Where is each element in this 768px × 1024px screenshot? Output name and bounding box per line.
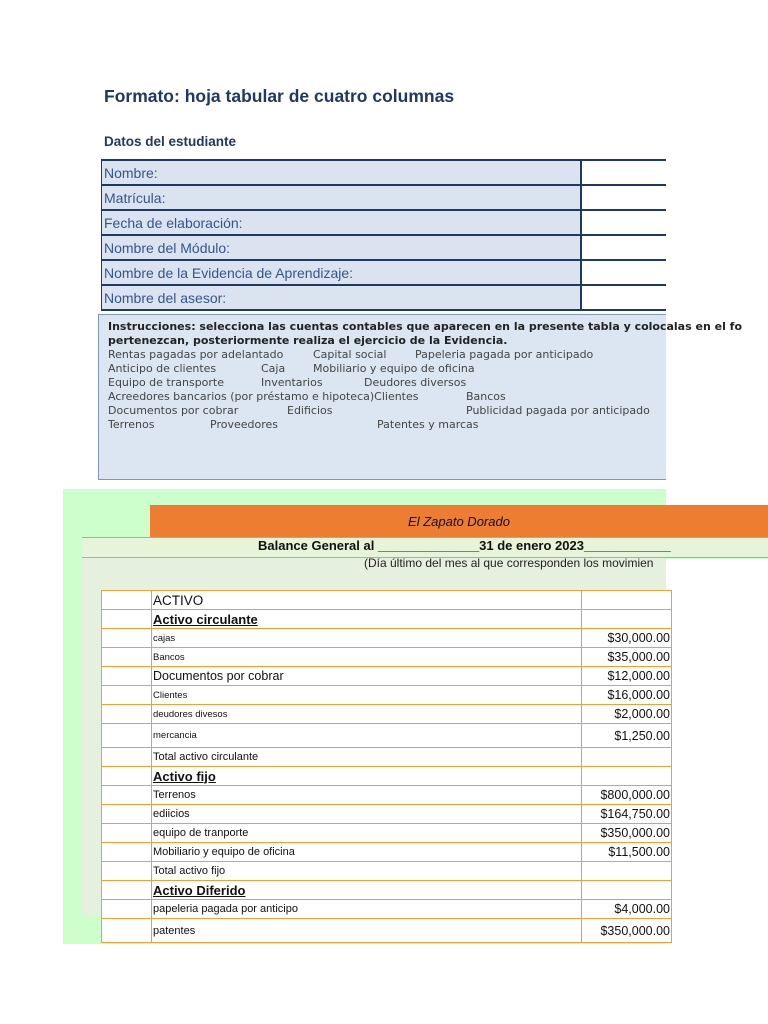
account-equipo: Equipo de transporte [108,376,225,389]
account-deudores: Deudores diversos [364,376,467,389]
table-row [102,767,672,786]
row-spacer [102,591,152,610]
row-label: mercancia [152,724,582,748]
account-patentes: Patentes y marcas [377,418,479,431]
row-amount[interactable]: $1,250.00 [582,724,672,748]
table-row [102,843,672,862]
student-row-id [101,186,666,211]
row-label: ediicios [152,805,582,824]
student-value-evidence[interactable] [582,261,666,284]
student-value-advisor[interactable] [582,286,666,309]
row-amount[interactable]: $11,500.00 [582,843,672,862]
row-spacer [102,767,152,786]
row-amount[interactable]: $16,000.00 [582,686,672,705]
row-spacer [102,629,152,648]
row-label: papeleria pagada por anticipo [152,900,582,919]
row-label: patentes [152,919,582,943]
instructions-box [98,314,743,480]
table-row [102,805,672,824]
row-label: Clientes [152,686,582,705]
account-publicidad: Publicidad pagada por anticipado [466,404,650,417]
page-title: Formato: hoja tabular de cuatro columnas [104,86,455,106]
row-label: Bancos [152,648,582,667]
table-row [102,900,672,919]
student-value-name[interactable] [582,161,666,184]
table-row [102,686,672,705]
account-rentas: Rentas pagadas por adelantado [108,348,284,361]
row-spacer [102,686,152,705]
table-row [102,748,672,767]
section-activo-circulante: Activo circulante [152,610,582,629]
section-activo-fijo: Activo fijo [152,767,582,786]
table-row [102,705,672,724]
row-label: cajas [152,629,582,648]
student-label-evidence: Nombre de la Evidencia de Aprendizaje: [101,261,582,284]
account-proveedores: Proveedores [210,418,278,431]
row-spacer [102,786,152,805]
account-capital: Capital social [313,348,387,361]
table-row [102,862,672,881]
row-amount[interactable] [582,748,672,767]
row-label: Terrenos [152,786,582,805]
student-data-table [101,159,666,311]
table-row [102,881,672,900]
row-spacer [102,705,152,724]
student-row-evidence [101,261,666,286]
row-spacer [102,648,152,667]
table-row [102,919,672,943]
student-row-name [101,161,666,186]
row-amount[interactable]: $164,750.00 [582,805,672,824]
student-row-advisor [101,286,666,311]
statement-title: Balance General al ______________31 de enero 2023____________ [258,538,671,553]
table-row [102,648,672,667]
row-label: deudores divesos [152,705,582,724]
account-terrenos: Terrenos [108,418,155,431]
student-label-advisor: Nombre del asesor: [101,286,582,309]
table-row [102,667,672,686]
row-label: equipo de tranporte [152,824,582,843]
account-inventarios: Inventarios [261,376,323,389]
row-label-activo: ACTIVO [152,591,582,610]
account-edificios: Edificios [287,404,333,417]
row-spacer [102,919,152,943]
student-value-id[interactable] [582,186,666,209]
table-row [102,824,672,843]
account-documentos: Documentos por cobrar [108,404,239,417]
row-spacer [102,667,152,686]
row-spacer [102,900,152,919]
row-amount[interactable] [582,767,672,786]
row-spacer [102,843,152,862]
student-data-heading: Datos del estudiante [104,134,237,149]
row-amount[interactable]: $800,000.00 [582,786,672,805]
row-amount[interactable]: $350,000.00 [582,919,672,943]
row-amount[interactable]: $12,000.00 [582,667,672,686]
instructions-line-2: pertenezcan, posteriormente realiza el ejercicio de la Evidencia. [108,334,508,347]
row-spacer [102,881,152,900]
account-papeleria: Papeleria pagada por anticipado [415,348,594,361]
row-amount[interactable] [582,881,672,900]
student-value-date[interactable] [582,211,666,234]
row-amount[interactable]: $2,000.00 [582,705,672,724]
student-label-date: Fecha de elaboración: [101,211,582,234]
table-row [102,629,672,648]
table-row [102,610,672,629]
row-amount[interactable] [582,591,672,610]
balance-table [101,590,672,943]
row-spacer [102,610,152,629]
row-label: Mobiliario y equipo de oficina [152,843,582,862]
row-amount[interactable] [582,610,672,629]
row-spacer [102,805,152,824]
row-spacer [102,724,152,748]
account-bancos: Bancos [466,390,506,403]
student-value-module[interactable] [582,236,666,259]
row-spacer [102,862,152,881]
row-spacer [102,748,152,767]
instructions-line-1: Instrucciones: selecciona las cuentas contables que aparecen en la presente tabla y colocalas en el fo [108,320,743,333]
account-caja: Caja [261,362,286,375]
row-amount[interactable]: $35,000.00 [582,648,672,667]
row-amount[interactable]: $350,000.00 [582,824,672,843]
row-spacer [102,824,152,843]
statement-note: (Día último del mes al que corresponden los movimien [364,556,654,570]
account-acreedores: Acreedores bancarios (por préstamo e hipoteca)Clientes [108,390,419,403]
row-label-total: Total activo fijo [152,862,582,881]
company-name: El Zapato Dorado [150,505,768,537]
row-amount[interactable]: $30,000.00 [582,629,672,648]
student-row-module [101,236,666,261]
section-activo-diferido: Activo Diferido [152,881,582,900]
table-row [102,724,672,748]
table-row [102,786,672,805]
account-mobiliario: Mobiliario y equipo de oficina [313,362,475,375]
row-label: Documentos por cobrar [152,667,582,686]
row-label-total: Total activo circulante [152,748,582,767]
row-amount[interactable] [582,862,672,881]
student-label-name: Nombre: [101,161,582,184]
student-label-id: Matrícula: [101,186,582,209]
student-row-date [101,211,666,236]
table-row [102,591,672,610]
instructions-text [108,320,742,348]
row-amount[interactable]: $4,000.00 [582,900,672,919]
student-label-module: Nombre del Módulo: [101,236,582,259]
account-anticipo: Anticipo de clientes [108,362,217,375]
